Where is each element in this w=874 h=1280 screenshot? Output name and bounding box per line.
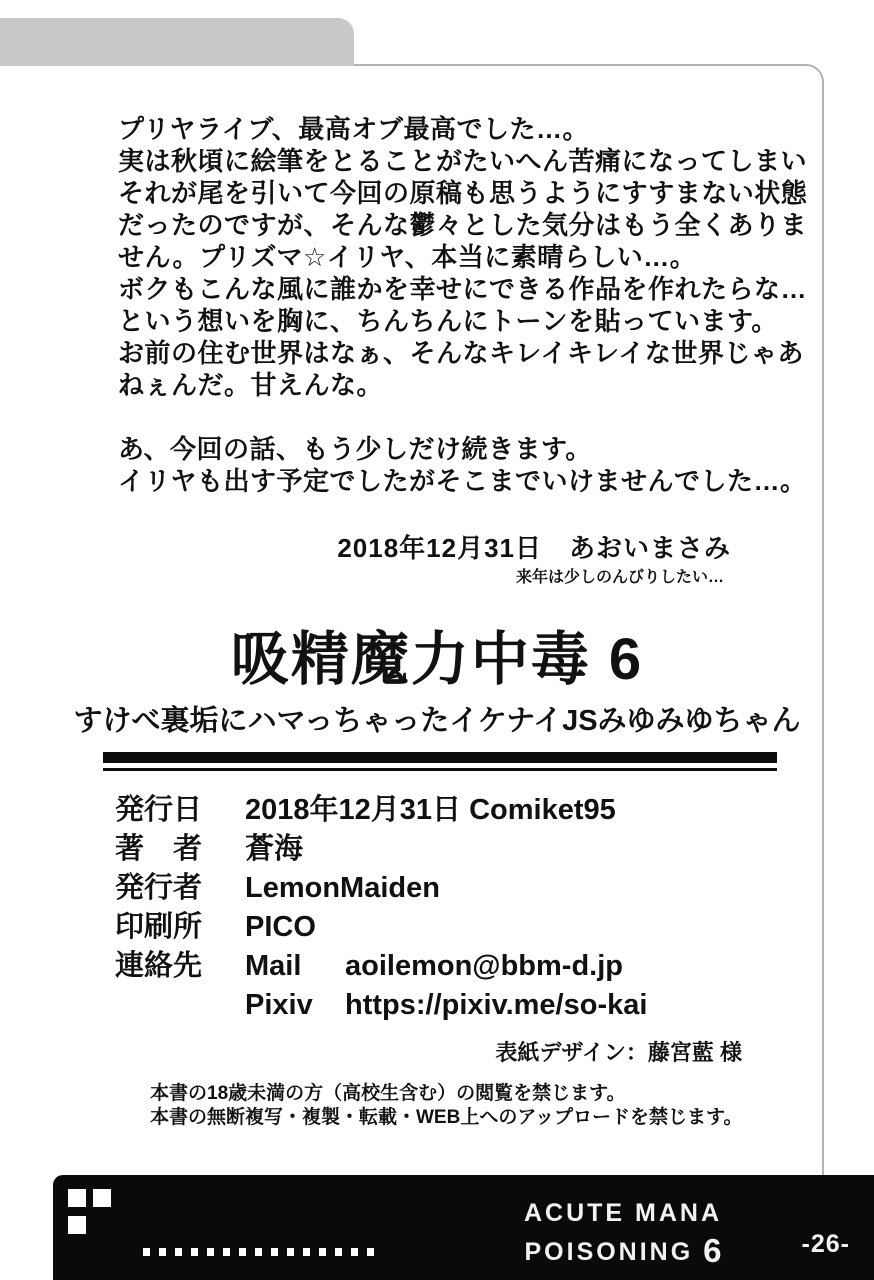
dot-mark — [351, 1248, 358, 1256]
dot-mark — [271, 1248, 278, 1256]
colophon-table — [115, 791, 775, 1025]
series-logo-line2: POISONING 6 — [524, 1232, 722, 1269]
signature-date: 2018年12月31日 あおいまさみ — [337, 533, 731, 563]
afterword-line: 実は秋頃に絵筆をとることがたいへん苦痛になってしまい — [118, 146, 808, 176]
signature-note: 来年は少しのんびりしたい… — [515, 569, 724, 586]
series-logo-line1: ACUTE MANA — [523, 1199, 723, 1227]
afterword-line: それが尾を引いて今回の原稿も思うようにすすまない状態 — [118, 178, 808, 208]
afterword-line: ボクもこんな風に誰かを幸せにできる作品を作れたらな… — [118, 274, 808, 304]
afterword-line: プリヤライブ、最高オブ最高でした…。 — [118, 114, 590, 144]
afterword-line: だったのですが、そんな鬱々とした気分はもう全くありま — [118, 210, 808, 240]
doujin-title: 吸精魔力中毒 6 — [230, 627, 644, 692]
colophon-value: aoilemon@bbm-d.jp — [345, 950, 623, 982]
afterword-line: ねぇんだ。甘えんな。 — [118, 370, 384, 400]
dot-mark — [159, 1248, 166, 1256]
dot-mark — [287, 1248, 294, 1256]
dot-mark — [143, 1248, 150, 1256]
footer-bar — [53, 1175, 874, 1280]
colophon-label — [115, 986, 245, 1025]
colophon-row — [115, 830, 775, 869]
afterword-text — [118, 113, 808, 497]
dot-mark — [367, 1248, 374, 1256]
dot-mark — [335, 1248, 342, 1256]
cover-design-credit: 表紙デザイン：藤宮藍 様 — [495, 1040, 742, 1065]
dot-mark — [255, 1248, 262, 1256]
colophon-value: 蒼海 — [245, 833, 304, 865]
colophon-label: 発行日 — [115, 794, 203, 826]
colophon-row — [115, 947, 775, 986]
square-mark — [93, 1189, 111, 1207]
dot-mark — [207, 1248, 214, 1256]
colophon-value: PICO — [245, 911, 316, 943]
afterword-line: という想いを胸に、ちんちんにトーンを貼っています。 — [118, 306, 778, 336]
colophon-label: 印刷所 — [115, 911, 203, 943]
colophon-row — [115, 791, 775, 830]
colophon-value: 2018年12月31日 Comiket95 — [245, 794, 616, 826]
colophon-key: Pixiv — [245, 989, 313, 1021]
dot-mark — [175, 1248, 182, 1256]
dot-mark — [319, 1248, 326, 1256]
doujin-subtitle: すけべ裏垢にハマっちゃったイケナイJSみゆみゆちゃん — [73, 705, 801, 737]
series-number: 6 — [703, 1232, 722, 1269]
colophon-row — [115, 908, 775, 947]
dot-mark — [239, 1248, 246, 1256]
notice-line: 本書の無断複写・複製・転載・WEB上へのアップロードを禁じます。 — [150, 1107, 743, 1128]
colophon-value: LemonMaiden — [245, 872, 440, 904]
colophon-label: 連絡先 — [115, 950, 203, 982]
divider-thin-rule — [103, 768, 777, 771]
afterword-line: せん。プリズマ☆イリヤ、本当に素晴らしい…。 — [118, 242, 697, 272]
colophon-key: Mail — [245, 950, 302, 982]
dot-mark — [223, 1248, 230, 1256]
colophon-value: https://pixiv.me/so-kai — [345, 989, 648, 1021]
colophon-label: 発行者 — [115, 872, 203, 904]
page-corner-tab — [0, 18, 354, 66]
dot-mark — [191, 1248, 198, 1256]
series-logo — [473, 1194, 773, 1271]
page-number: -26- — [801, 1230, 850, 1258]
afterword-line: あ、今回の話、もう少しだけ続きます。 — [118, 434, 592, 464]
square-mark — [68, 1189, 86, 1207]
divider-thick-rule — [103, 752, 777, 763]
afterword-line: お前の住む世界はなぁ、そんなキレイキレイな世界じゃあ — [118, 338, 804, 368]
colophon-row — [115, 986, 775, 1025]
colophon-label: 著 者 — [115, 833, 203, 865]
afterword-line: イリヤも出す予定でしたがそこまでいけませんでした…。 — [118, 466, 807, 496]
dot-mark — [303, 1248, 310, 1256]
notice-line: 本書の18歳未満の方（高校生含む）の閲覧を禁じます。 — [150, 1083, 626, 1104]
afterword-line — [118, 401, 766, 433]
colophon-row — [115, 869, 775, 908]
age-restriction-notice — [150, 1082, 770, 1130]
square-mark — [68, 1216, 86, 1234]
